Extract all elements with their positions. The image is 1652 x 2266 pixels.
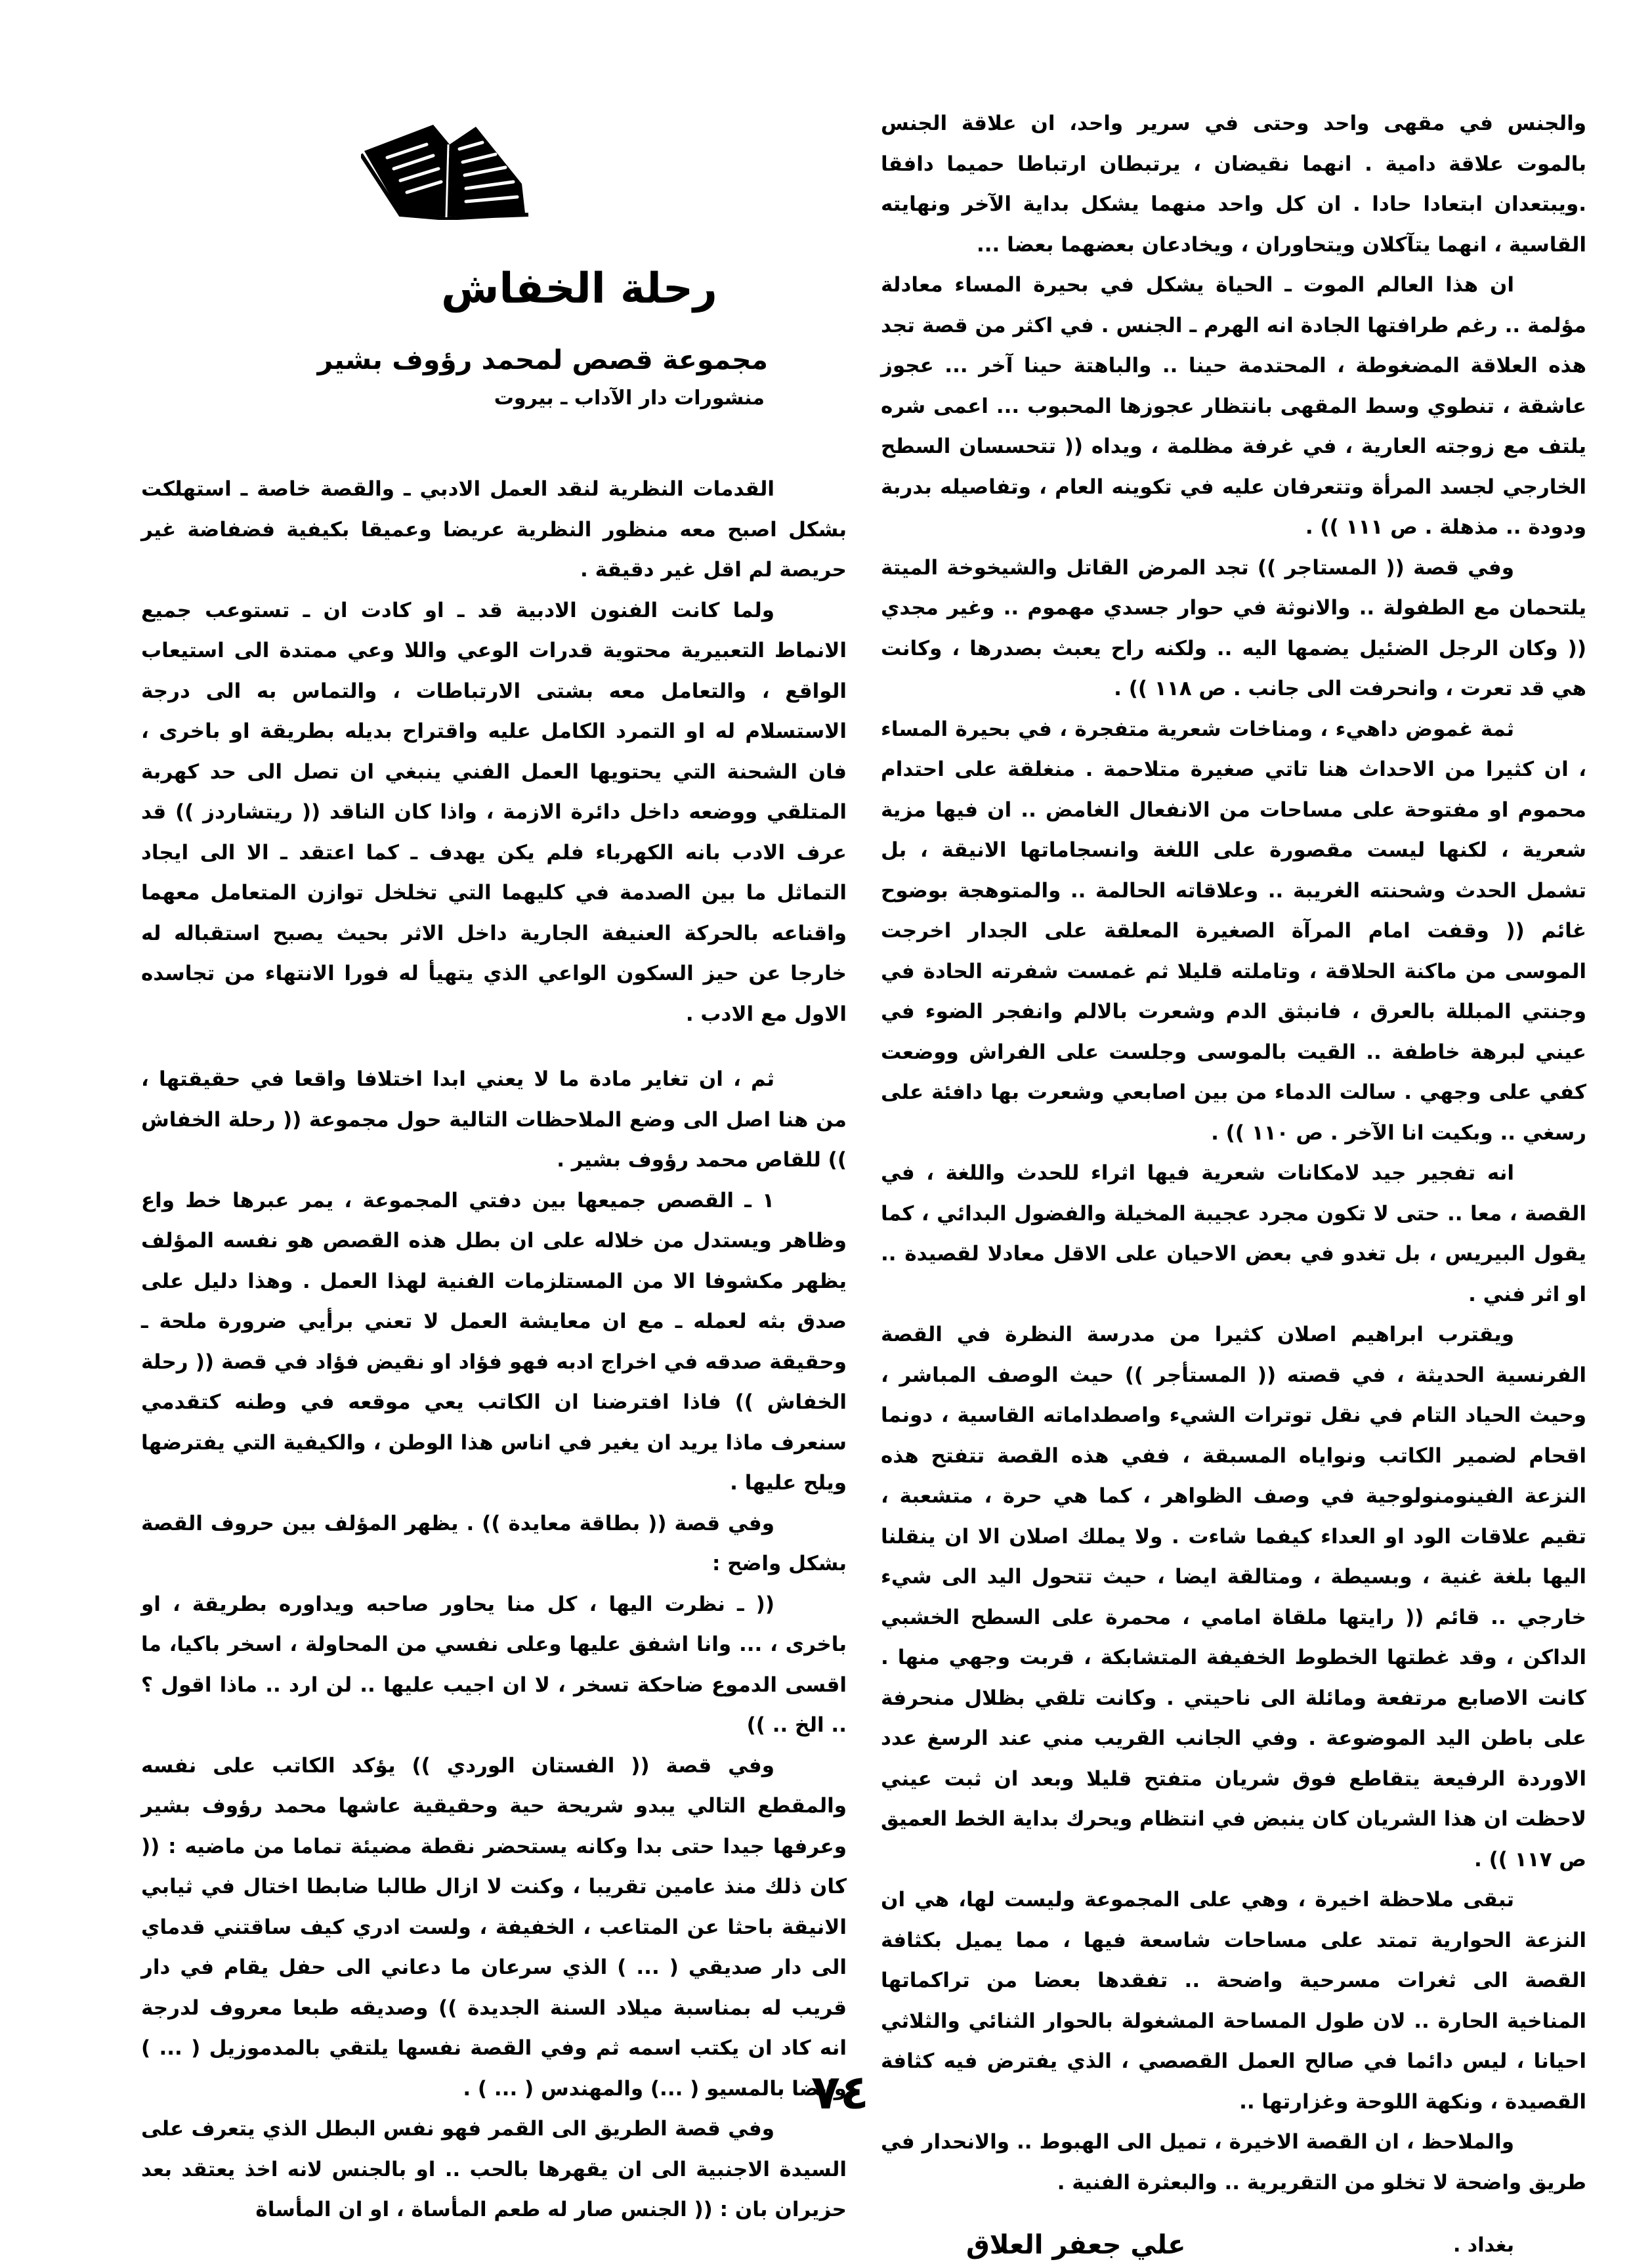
left-column xyxy=(141,0,847,2231)
signature-city: بغداد . xyxy=(1452,2234,1514,2257)
body-paragraph: والجنس في مقهى واحد وحتى في سرير واحد، ان علاقة الجنس بالموت علاقة دامية . انهما نقيضان ، يرتبطان ارتباطا حميما دافقا .ويبتعدان ابتعادا حادا . ان كل واحد منهما يشكل بداية الآخر ونهايته القاسية ، انهما يتآكلان ويتحاوران ، ويخادعان بعضهما بعضا ... xyxy=(881,112,1586,257)
body-paragraph: وفي قصة (( المستاجر )) تجد المرض القاتل والشيخوخة الميتة يلتحمان مع الطفولة .. والانوثة في حوار جسدي مهموم .. وغير مجدي (( وكان الرجل الضئيل يضمها اليه .. ولكنه راح يعبث بصدرها ، وكانت هي قد تعرت ، وانحرفت الى جانب . ص ١١٨ )) . xyxy=(881,555,1586,700)
body-paragraph: وفي قصة (( الفستان الوردي )) يؤكد الكاتب على نفسه والمقطع التالي يبدو شريحة حية وحقيقية عاشها محمد رؤوف بشير وعرفها جيدا حتى بدا وكانه يستحضر نقطة مضيئة تماما من ماضيه : (( كان ذلك منذ عامين تقريبا ، وكنت لا ازال طالبا ضابطا اختال في ثيابي الانيقة باحثا عن المتاعب ، الخفيفة ، ولست ادري كيف ساقتني قدماي الى دار صديقي ( ... ) الذي سرعان ما دعاني الى حفل يقام في دار قريب له بمناسبة ميلاد السنة الجديدة )) وصديقه طبعا معروف لدرجة انه كاد ان يكتب اسمه ثم وفي القصة نفسها يلتقي بالمدموزيل ( ... ) وايضا بالمسيو ( ...) والمهندس ( ... ) . xyxy=(141,1753,847,2101)
open-book-icon xyxy=(361,121,532,220)
quote-paragraph: (( ـ نظرت اليها ، كل منا يحاور صاحبه ويداوره بطريقة ، او باخرى ، ... وانا اشفق عليها وعلى نفسي من المحاولة ، اسخر باكيا، ما اقسى الدموع ضاحكة تسخر ، لا ان اجيب عليها .. لن ارد .. ماذا اقول ؟ .. الخ .. )) xyxy=(141,1592,847,1737)
signature-block xyxy=(881,2225,1586,2266)
right-column xyxy=(881,104,1586,2266)
publisher-line: منشورات دار الآداب ـ بيروت xyxy=(494,387,765,410)
body-paragraph: وفي قصة الطريق الى القمر فهو نفس البطل الذي يتعرف على السيدة الاجنبية الى ان يقهرها بالحب .. او بالجنس لانه اخذ يعتقد بعد حزيران بان : (( الجنس صار له طعم المأساة ، او ان المأساة xyxy=(141,2117,847,2221)
article-header xyxy=(141,0,847,469)
body-paragraph: انه تفجير جيد لامكانات شعرية فيها اثراء للحدث واللغة ، في القصة ، معا .. حتى لا تكون مجرد عجيبة المخيلة والفضول البدائي ، كما يقول البيريس ، بل تغدو في بعض الاحيان على الاقل معادلا لقصيدة .. او اثر فني . xyxy=(881,1161,1586,1306)
body-paragraph: تبقى ملاحظة اخيرة ، وهي على المجموعة وليست لها، هي ان النزعة الحوارية تمتد على مساحات شاسعة فيها ، مما يميل بكثافة القصة الى ثغرات مسرحية واضحة .. تفقدها بعضا من تراكماتها المناخية الحارة .. لان طول المساحة المشغولة بالحوار الثنائي والثلاثي احيانا ، ليس دائما في صالح العمل القصصي ، الذي يفترض فيه كثافة القصيدة ، ونكهة اللوحة وغزارتها .. xyxy=(881,1888,1586,2114)
signature-author: علي جعفر العلاق xyxy=(966,2230,1186,2260)
body-paragraph: ويقترب ابراهيم اصلان كثيرا من مدرسة النظرة في القصة الفرنسية الحديثة ، في قصته (( المستأجر )) حيث الوصف المباشر ، وحيث الحياد التام في نقل توترات الشيء واصطداماته القاسية ، دونما اقحام لضمير الكاتب ونواياه المسبقة ، ففي هذه القصة تتفتح هذه النزعة الفينومنولوجية في وصف الظواهر ، كما هي حرة ، متشعبة ، تقيم علاقات الود او العداء كيفما شاءت . ولا يملك اصلان الا ان ينقلنا اليها بلغة غنية ، وبسيطة ، ومتالقة ايضا ، حيث تتحول اليد الى شيء خارجي .. قائم (( رايتها ملقاة امامي ، محمرة على السطح الخشبي الداكن ، وقد غطتها الخطوط الخفيفة المتشابكة ، قربت وجهي منها . كانت الاصابع مرتفعة ومائلة الى ناحيتي . وكانت تلقي بظلال منحرفة على باطن اليد الموضوعة . وفي الجانب القريب مني عند الرسغ عدد الاوردة الرفيعة يتقاطع فوق شريان متفتح قليلا وبعد ان ثبت عيني لاحظت ان هذا الشريان كان ينبض في انتظام ويحرك بداية الخط العميق ص ١١٧ )) . xyxy=(881,1323,1586,1871)
page-number: ٧٤ xyxy=(811,2064,869,2120)
body-paragraph: ثمة غموض داهيء ، ومناخات شعرية متفجرة ، في بحيرة المساء ، ان كثيرا من الاحداث هنا تاتي صغيرة متلاحمة . منغلقة على احتدام محموم او مفتوحة على مساحات من الانفعال الغامض .. ان فيها مزية شعرية ، لكنها ليست مقصورة على اللغة وانسجاماتها الانيقة ، بل تشمل الحدث وشحنته الغريبة .. وعلاقاته الحالمة .. والمتوهجة بوضوح غائم (( وقفت امام المرآة الصغيرة المعلقة على الجدار اخرجت الموسى من ماكنة الحلاقة ، وتاملته قليلا ثم غمست شفرته الحادة في وجنتي المبللة بالعرق ، فانبثق الدم وشعرت بالالم وانفجر الضوء في عيني لبرهة خاطفة .. القيت بالموسى وجلست على الفراش ووضعت كفي على وجهي . سالت الدماء من بين اصابعي وشعرت بها دافئة على رسغي .. وبكيت انا الآخر . ص ١١٠ )) . xyxy=(881,717,1586,1145)
body-paragraph: ان هذا العالم الموت ـ الحياة يشكل في بحيرة المساء معادلة مؤلمة .. رغم طرافتها الجادة انه الهرم ـ الجنس . في اكثر من قصة تجد هذه العلاقة المضغوطة ، المحتدمة حينا .. والباهتة حينا آخر ... عجوز عاشقة ، تنطوي وسط المقهى بانتظار عجوزها المحبوب ... اعمى شره يلتف مع زوجته العارية ، في غرفة مظلمة ، ويداه (( تتحسسان السطح الخارجي لجسد المرأة وتتعرفان عليه في تكوينه العام ، وتفاصيله بدربة ودودة .. مذهلة . ص ١١١ )) . xyxy=(881,273,1586,539)
body-paragraph: ولما كانت الفنون الادبية قد ـ او كادت ان ـ تستوعب جميع الانماط التعبيرية محتوية قدرات الوعي واللا وعي ممتدة الى استيعاب الواقع ، والتعامل معه بشتى الارتباطات ، والتماس به الى درجة الاستسلام له او التمرد الكامل عليه واقتراح بديله بطريقة او باخرى ، فان الشحنة التي يحتويها العمل الفني ينبغي ان تصل الى حد كهربة المتلقي ووضعه داخل دائرة الازمة ، واذا كان الناقد (( ريتشاردز )) قد عرف الادب بانه الكهرباء فلم يكن يهدف ـ كما اعتقد ـ الا الى ايجاد التماثل ما بين الصدمة في كليهما التي تخلخل توازن المتعامل معهما واقناعه بالحركة العنيفة الجارية داخل الاثر بحيث يصبح استقباله له خارجا عن حيز السكون الواعي الذي يتهيأ له فورا الانتهاء من تجاسده الاول مع الادب . xyxy=(141,598,847,1026)
body-paragraph: وفي قصة (( بطاقة معايدة )) . يظهر المؤلف بين حروف القصة بشكل واضح : xyxy=(141,1511,847,1575)
article-subtitle: مجموعة قصص لمحمد رؤوف بشير xyxy=(317,344,768,375)
body-paragraph: القدمات النظرية لنقد العمل الادبي ـ والقصة خاصة ـ استهلكت بشكل اصبح معه منظور النظرية عريضا وعميقا بكيفية فضفاضة غير حريصة لم اقل غير دقيقة . xyxy=(141,477,847,582)
article-title: رحلة الخفاش xyxy=(441,265,717,313)
body-paragraph: والملاحظ ، ان القصة الاخيرة ، تميل الى الهبوط .. والانحدار في طريق واضحة لا تخلو من التقريرية .. والبعثرة الفنية . xyxy=(881,2130,1586,2194)
body-paragraph: ثم ، ان تغاير مادة ما لا يعني ابدا اختلافا واقعا في حقيقتها ، من هنا اصل الى وضع الملاحظات التالية حول مجموعة (( رحلة الخفاش )) للقاص محمد رؤوف بشير . xyxy=(141,1067,847,1172)
body-paragraph: ١ ـ القصص جميعها بين دفتي المجموعة ، يمر عبرها خط واع وظاهر ويستدل من خلاله على ان بطل هذه القصص هو نفسه المؤلف يظهر مكشوفا الا من المستلزمات الفنية لهذا العمل . وهذا دليل على صدق بثه لعمله ـ مع ان معايشة العمل لا تعني برأيي ضرورة ملحة ـ وحقيقة صدقه في اخراج ادبه فهو فؤاد او نقيض فؤاد في قصة (( رحلة الخفاش )) فاذا افترضنا ان الكاتب يعي موقعه في وطنه كتقدمي سنعرف ماذا يريد ان يغير في اناس هذا الوطن ، والكيفية التي يفترضها ويلح عليها . xyxy=(141,1188,847,1495)
